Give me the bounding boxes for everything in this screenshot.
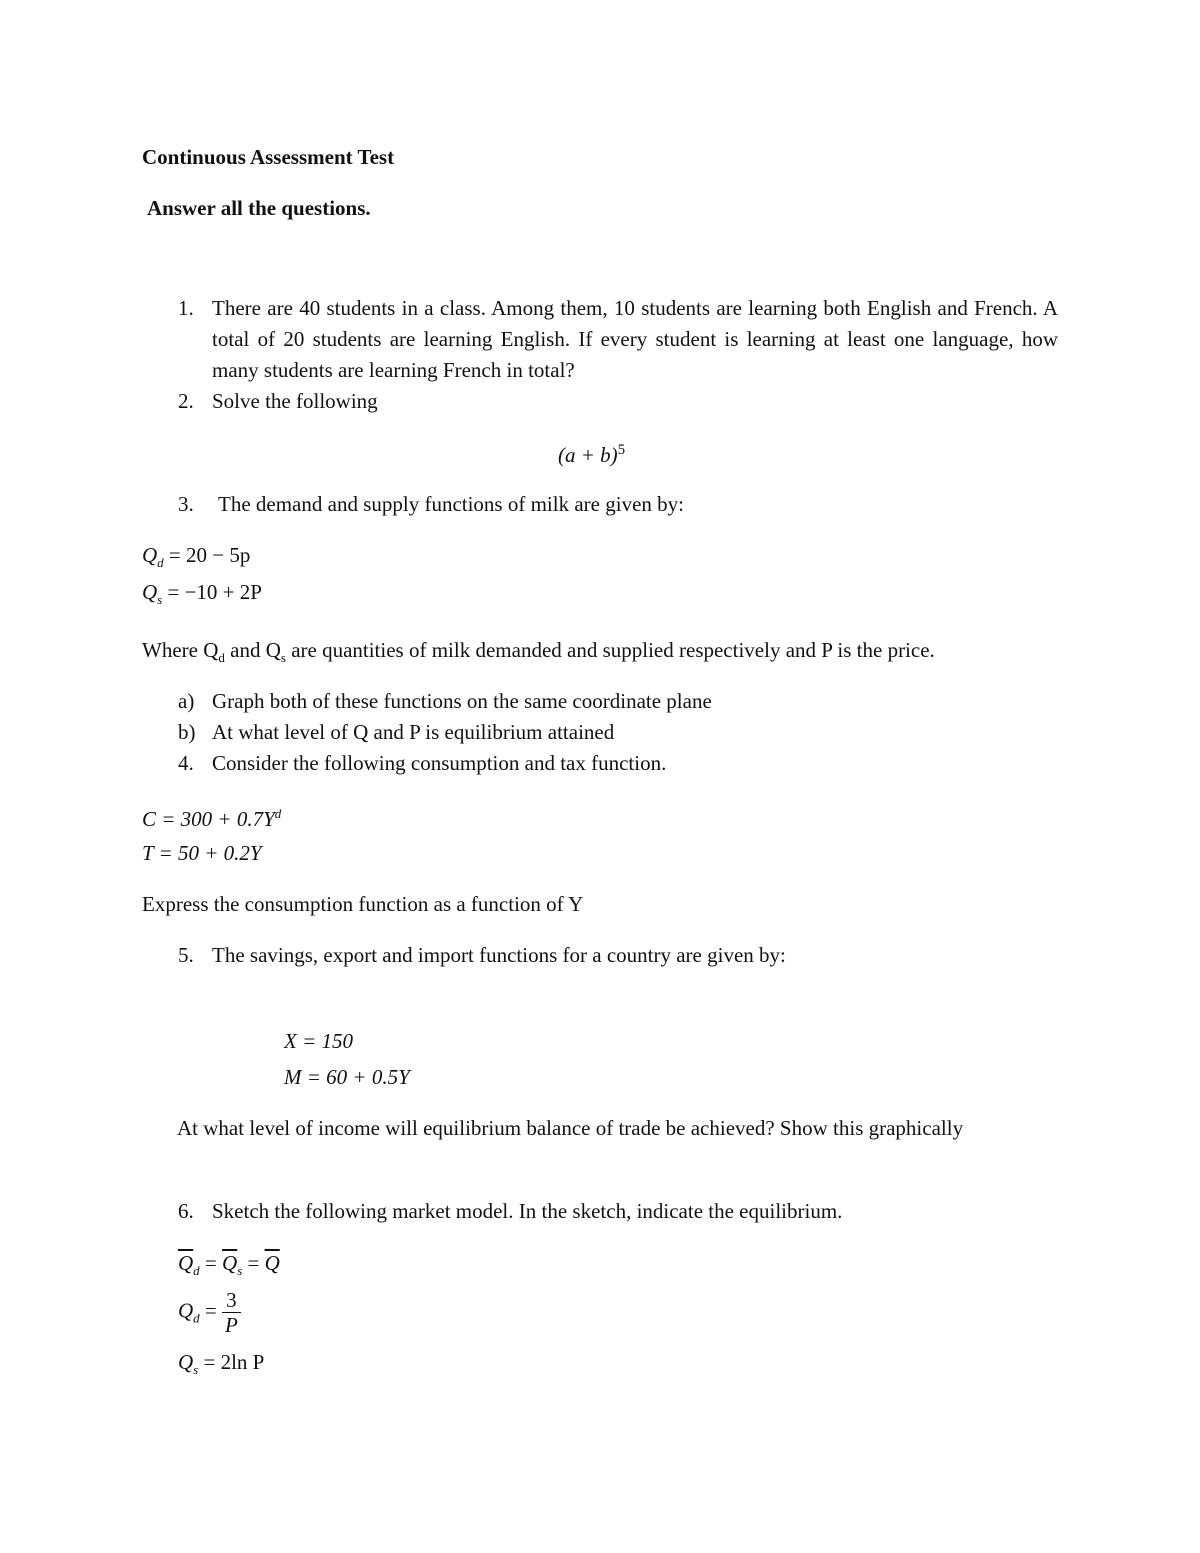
q5-export-equation: X = 150	[284, 1029, 353, 1053]
q3-where-part1: Where Q	[142, 638, 219, 662]
q5-import-equation: M = 60 + 0.5Y	[284, 1065, 410, 1089]
q3-eq2-sub: s	[157, 592, 163, 608]
q3-sub-a-label: a)	[178, 689, 195, 713]
q6-eq1-equals2: =	[242, 1251, 265, 1275]
q6-demand-equation	[178, 1288, 241, 1337]
q5-number: 5.	[178, 943, 194, 967]
q6-supply-equation	[178, 1350, 264, 1378]
q6-eq3-sub: s	[193, 1362, 199, 1378]
q6-eq1-q1: $\overline{Q}$	[178, 1251, 194, 1275]
q3-where-sub2: s	[280, 650, 286, 666]
q6-eq2-equals: =	[199, 1298, 223, 1323]
q4-text: Consider the following consumption and tax function.	[212, 751, 667, 775]
instruction: Answer all the questions.	[147, 196, 371, 220]
q6-eq2-sub: d	[193, 1310, 200, 1326]
q3-eq1-sub: d	[157, 555, 164, 571]
q3-eq2-lhs: Q	[142, 580, 158, 604]
q4-number: 4.	[178, 751, 194, 775]
q6-eq1-equals1: =	[199, 1251, 223, 1275]
q6-number: 6.	[178, 1199, 194, 1223]
q5-task: At what level of income will equilibrium balance of trade be achieved? Show this graphically	[177, 1116, 964, 1140]
q2-number: 2.	[178, 389, 194, 413]
q3-where-part3: are quantities of milk demanded and supplied respectively and P is the price.	[285, 638, 935, 662]
q3-eq2-rhs: = −10 + 2P	[162, 580, 262, 604]
q6-fraction	[222, 1288, 241, 1337]
q2-expression	[558, 441, 625, 468]
q2-expr-exponent: 5	[617, 442, 626, 458]
q3-where-text	[142, 638, 935, 666]
q3-eq1-lhs: Q	[142, 543, 158, 567]
q3-sub-b-text: At what level of Q and P is equilibrium attained	[212, 720, 615, 744]
q4-tax-equation: T = 50 + 0.2Y	[142, 841, 262, 865]
q6-equilibrium-equation	[178, 1251, 280, 1279]
q3-sub-a-text: Graph both of these functions on the same coordinate plane	[212, 689, 712, 713]
q1-text: There are 40 students in a class. Among them, 10 students are learning both English and French. A total of 20 students are learning English. If every student is learning at least one language, how many students are learning French in total?	[212, 296, 1058, 382]
page-title: Continuous Assessment Test	[142, 145, 395, 169]
q3-where-part2: and Q	[224, 638, 281, 662]
q6-eq3-lhs: Q	[178, 1350, 194, 1374]
q3-number: 3.	[178, 492, 194, 516]
q6-eq1-q3: $\overline{Q}$	[264, 1251, 280, 1275]
q6-eq1-sub1: d	[193, 1263, 200, 1279]
q3-where-sub1: d	[218, 650, 225, 666]
q6-eq2-lhs: Q	[178, 1298, 194, 1323]
q3-supply-equation	[142, 580, 262, 608]
q2-expr-base: (a + b)	[558, 443, 618, 467]
q1-number: 1.	[178, 296, 194, 320]
q3-demand-equation	[142, 543, 250, 571]
q6-eq3-rhs: = 2ln P	[198, 1350, 265, 1374]
q3-sub-b-label: b)	[178, 720, 196, 744]
q6-eq1-sub2: s	[237, 1263, 243, 1279]
q4-consumption-equation	[142, 806, 281, 832]
q6-fraction-numerator: 3	[226, 1288, 237, 1312]
q4-task: Express the consumption function as a function of Y	[142, 892, 584, 916]
q5-text: The savings, export and import functions for a country are given by:	[212, 943, 786, 967]
q6-text: Sketch the following market model. In the sketch, indicate the equilibrium.	[212, 1199, 843, 1223]
q3-eq1-rhs: = 20 − 5p	[163, 543, 251, 567]
q3-text: The demand and supply functions of milk are given by:	[218, 492, 684, 516]
q6-eq1-q2: $\overline{Q}$	[222, 1251, 238, 1275]
q2-text: Solve the following	[212, 389, 378, 413]
q4-eq1: C = 300 + 0.7Y	[142, 807, 275, 831]
q4-eq1-sup: d	[274, 806, 282, 821]
q6-fraction-denominator: P	[222, 1312, 241, 1337]
